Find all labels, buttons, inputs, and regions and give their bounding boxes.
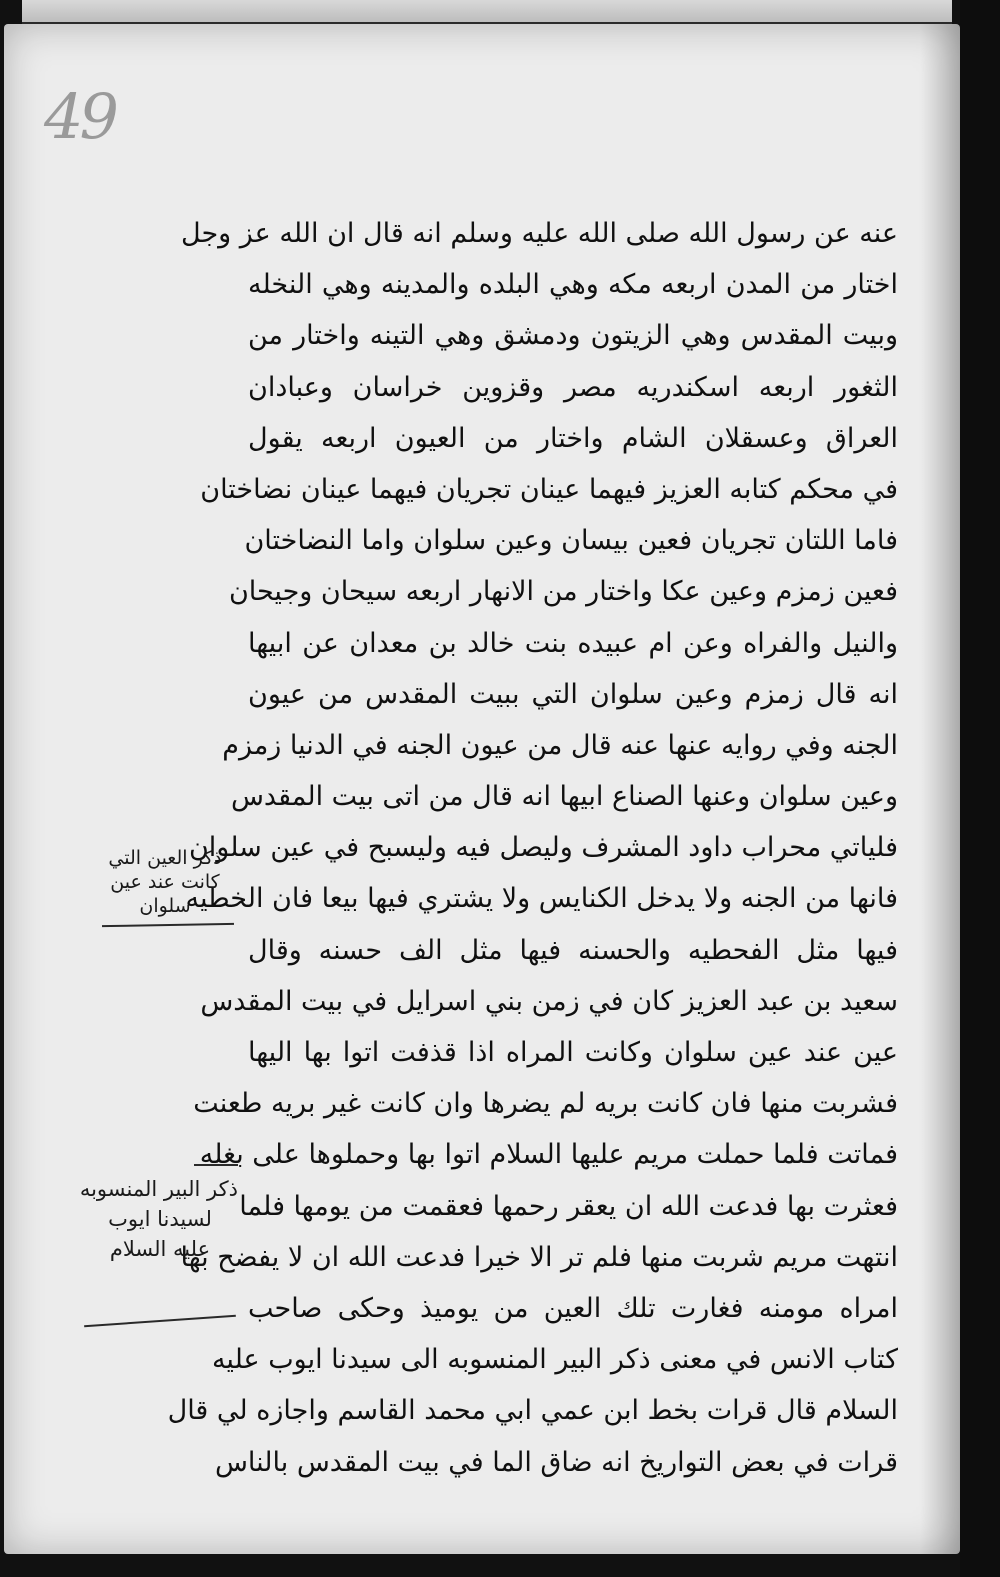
text-line: والنيل والفراه وعن ام عبيده بنت خالد بن معدان عن ابيها: [248, 627, 898, 659]
text-line: كتاب الانس في معنى ذكر البير المنسوبه الى سيدنا ايوب عليه: [211, 1344, 898, 1376]
text-line: سعيد بن عبد العزيز كان في زمن بني اسرايل في بيت المقدس: [200, 985, 898, 1017]
text-line: عين عند عين سلوان وكانت المراه اذا قذفت اتوا بها اليها: [248, 1037, 898, 1068]
margin-note-line: سلوان: [139, 895, 191, 917]
manuscript-page: [4, 24, 960, 1554]
margin-note-underline: [102, 923, 234, 927]
folio-number: 49: [44, 80, 115, 153]
binding-shadow: [960, 0, 1000, 1577]
margin-note-line: لسيدنا ايوب: [108, 1207, 212, 1231]
text-line: وعين سلوان وعنها الصناع ابيها انه قال من اتى بيت المقدس: [230, 781, 898, 813]
text-line: فشربت منها فان كانت بريه لم يضرها وان كانت غير بريه طعنت: [193, 1088, 898, 1120]
text-line: وبيت المقدس وهي الزيتون ودمشق وهي التينه واختار من: [248, 320, 898, 352]
text-line: فعثرت بها فدعت الله ان يعقر رحمها فعقمت من يومها فلما: [239, 1190, 898, 1222]
margin-note-line: ذكر البير المنسوبه: [79, 1177, 238, 1201]
margin-note-line: ذكر العين التي: [108, 847, 222, 869]
text-line: السلام قال قرات بخط ابن عمي ابي محمد القاسم واجازه لي قال: [167, 1395, 898, 1427]
margin-note-underline: [84, 1315, 236, 1328]
text-line: انه قال زمزم وعين سلوان التي ببيت المقدس من عيون: [248, 678, 898, 710]
text-line: فعين زمزم وعين عكا واختار من الانهار اربعه سيحان وجيحان: [228, 576, 898, 608]
page-edge: [22, 0, 952, 24]
text-line: فلياتي محراب داود المشرف وليصل فيه وليسبح في عين سلوان: [188, 832, 898, 864]
text-line: فماتت فلما حملت مريم عليها السلام اتوا بها وحملوها على بغله: [199, 1139, 898, 1171]
margin-note-bir-ayyub: [79, 1174, 238, 1264]
text-line: اختار من المدن اربعه مكه وهي البلده والمدينه وهي النخله: [248, 269, 898, 301]
text-line: قرات في بعض التواريخ انه ضاق الما في بيت المقدس بالناس: [214, 1446, 898, 1478]
margin-note-line: كانت عند عين: [110, 871, 220, 893]
text-line: فانها من الجنه ولا يدخل الكنايس ولا يشتري فيها بيعا فان الخطيه: [185, 883, 898, 915]
text-line: فيها مثل الفحطيه والحسنه فيها مثل الف حسنه وقال: [248, 934, 898, 966]
main-text-block: [167, 208, 898, 1488]
text-line: انتهت مريم شربت منها فلم تر الا خيرا فدعت الله ان لا يفضح بها: [180, 1241, 898, 1273]
text-line: العراق وعسقلان الشام واختار من العيون اربعه يقول: [248, 422, 898, 454]
text-line: فاما اللتان تجريان فعين بيسان وعين سلوان واما النضاختان: [244, 525, 898, 557]
text-line: في محكم كتابه العزيز فيهما عينان تجريان فيهما عينان نضاختان: [200, 473, 898, 505]
margin-note-overline: [194, 1164, 238, 1166]
margin-note-line: عليه السلام: [109, 1237, 211, 1261]
text-line: عنه عن رسول الله صلى الله عليه وسلم انه قال ان الله عز وجل: [181, 218, 898, 249]
text-line: الجنه وفي روايه عنها عنه قال من عيون الجنه في الدنيا زمزم: [222, 729, 898, 761]
margin-note-ain-silwan: [100, 846, 230, 918]
text-line: الثغور اربعه اسكندريه مصر وقزوين خراسان وعبادان: [248, 371, 898, 403]
text-line: امراه مومنه فغارت تلك العين من يوميذ وحكى صاحب: [248, 1292, 898, 1324]
